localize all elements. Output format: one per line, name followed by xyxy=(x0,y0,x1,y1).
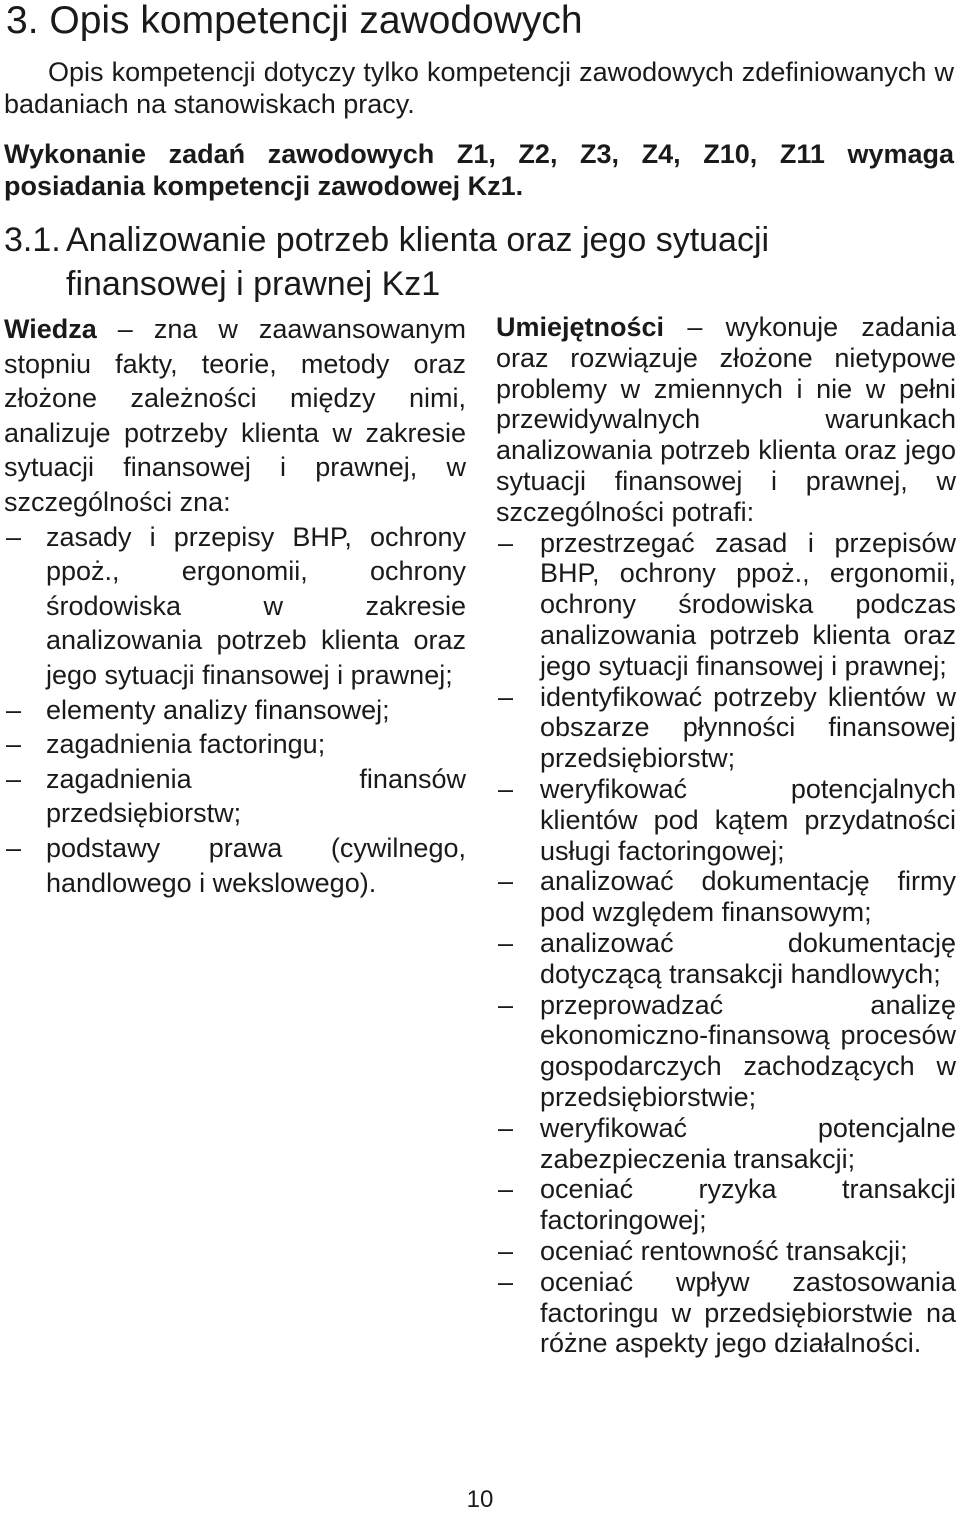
knowledge-intro-text: zna w zaawansowanym stopniu fakty, teorie, metody oraz złożone zależności między nimi, analizuje potrzeby klienta w zakresie sytuacji finansowej i prawnej, w szczególności zna: xyxy=(4,314,466,517)
list-item-text: weryfikować potencjalne zabezpieczenia transakcji; xyxy=(540,1112,956,1174)
skills-heading: Umiejętności xyxy=(496,312,665,342)
subsection-title-line1: Analizowanie potrzeb klienta oraz jego sytuacji xyxy=(66,221,770,259)
dash-bullet: – xyxy=(498,1174,514,1205)
list-item-text: analizować dokumentację dotyczącą transakcji handlowych; xyxy=(540,927,956,989)
list-item-text: zagadnienia finansów przedsiębiorstw; xyxy=(46,763,466,829)
list-item-text: identyfikować potrzeby klientów w obszarze płynności finansowej przedsiębiorstw; xyxy=(540,681,956,774)
dash-bullet: – xyxy=(498,1112,514,1143)
list-item xyxy=(496,1174,956,1236)
skills-intro-text: wykonuje zadania oraz rozwiązuje złożone nietypowe problemy w zmiennych i nie w pełni przewidywalnych warunkach analizowania potrzeb klienta oraz jego sytuacji finansowej i prawnej, w szczególności potrafi: xyxy=(496,312,956,527)
knowledge-heading: Wiedza xyxy=(4,314,97,344)
subsection-number: 3.1. xyxy=(4,221,61,259)
list-item-text: zagadnienia factoringu; xyxy=(46,729,326,760)
intro-text: Opis kompetencji dotyczy tylko kompetencji zawodowych zdefiniowanych w badaniach na stanowiskach pracy. xyxy=(4,57,954,119)
dash-bullet: – xyxy=(6,694,22,725)
list-item xyxy=(496,928,956,990)
dash-bullet: – xyxy=(6,521,22,552)
dash-bullet: – xyxy=(498,927,514,958)
section-title: 3. Opis kompetencji zawodowych xyxy=(6,0,583,42)
list-item-text: zasady i przepisy BHP, ochrony ppoż., ergonomii, ochrony środowiska w zakresie analizowania potrzeb klienta oraz jego sytuacji finansowej i prawnej; xyxy=(46,521,466,690)
list-item xyxy=(4,693,466,728)
requirement-paragraph: Wykonanie zadań zawodowych Z1, Z2, Z3, Z4, Z10, Z11 wymaga posiadania kompetencji zawodowej Kz1. xyxy=(4,139,954,201)
list-item xyxy=(4,831,466,900)
knowledge-column xyxy=(4,312,466,900)
skills-dash: – xyxy=(687,312,703,342)
dash-bullet: – xyxy=(498,989,514,1020)
knowledge-list xyxy=(4,520,466,901)
dash-bullet: – xyxy=(6,832,22,863)
dash-bullet: – xyxy=(6,763,22,794)
intro-paragraph xyxy=(4,56,954,120)
list-item-text: przeprowadzać analizę ekonomiczno-finansową procesów gospodarczych zachodzących w przedsiębiorstwie; xyxy=(540,989,956,1112)
list-item xyxy=(496,1113,956,1175)
skills-list xyxy=(496,528,956,1360)
list-item-text: podstawy prawa (cywilnego, handlowego i wekslowego). xyxy=(46,832,466,898)
knowledge-intro xyxy=(4,312,466,520)
skills-intro xyxy=(496,312,956,528)
list-item-text: oceniać rentowność transakcji; xyxy=(540,1235,908,1266)
list-item-text: oceniać wpływ zastosowania factoringu w przedsiębiorstwie na różne aspekty jego działalności. xyxy=(540,1266,956,1359)
dash-bullet: – xyxy=(498,866,514,897)
list-item-text: analizować dokumentację firmy pod względem finansowym; xyxy=(540,866,956,928)
list-item xyxy=(496,774,956,866)
list-item xyxy=(496,682,956,774)
list-item xyxy=(496,528,956,682)
list-item xyxy=(4,762,466,831)
list-item xyxy=(496,1236,956,1267)
dash-bullet: – xyxy=(498,1235,514,1266)
list-item xyxy=(496,1267,956,1359)
dash-bullet: – xyxy=(498,681,514,712)
list-item-text: przestrzegać zasad i przepisów BHP, ochrony ppoż., ergonomii, ochrony środowiska podczas analizowania potrzeb klienta oraz jego sytuacji finansowej i prawnej; xyxy=(540,527,956,681)
subsection-title-line2: finansowej i prawnej Kz1 xyxy=(66,265,441,303)
knowledge-dash: – xyxy=(117,314,133,344)
list-item xyxy=(496,990,956,1113)
list-item xyxy=(496,866,956,928)
list-item xyxy=(4,520,466,693)
dash-bullet: – xyxy=(6,729,22,760)
dash-bullet: – xyxy=(498,527,514,558)
list-item xyxy=(4,727,466,762)
page-number: 10 xyxy=(466,1486,494,1513)
list-item-text: oceniać ryzyka transakcji factoringowej; xyxy=(540,1174,956,1236)
list-item-text: elementy analizy finansowej; xyxy=(46,694,390,725)
list-item-text: weryfikować potencjalnych klientów pod kątem przydatności usługi factoringowej; xyxy=(540,773,956,866)
skills-column xyxy=(496,312,956,1359)
dash-bullet: – xyxy=(498,773,514,804)
subsection-title xyxy=(4,218,944,306)
dash-bullet: – xyxy=(498,1266,514,1297)
